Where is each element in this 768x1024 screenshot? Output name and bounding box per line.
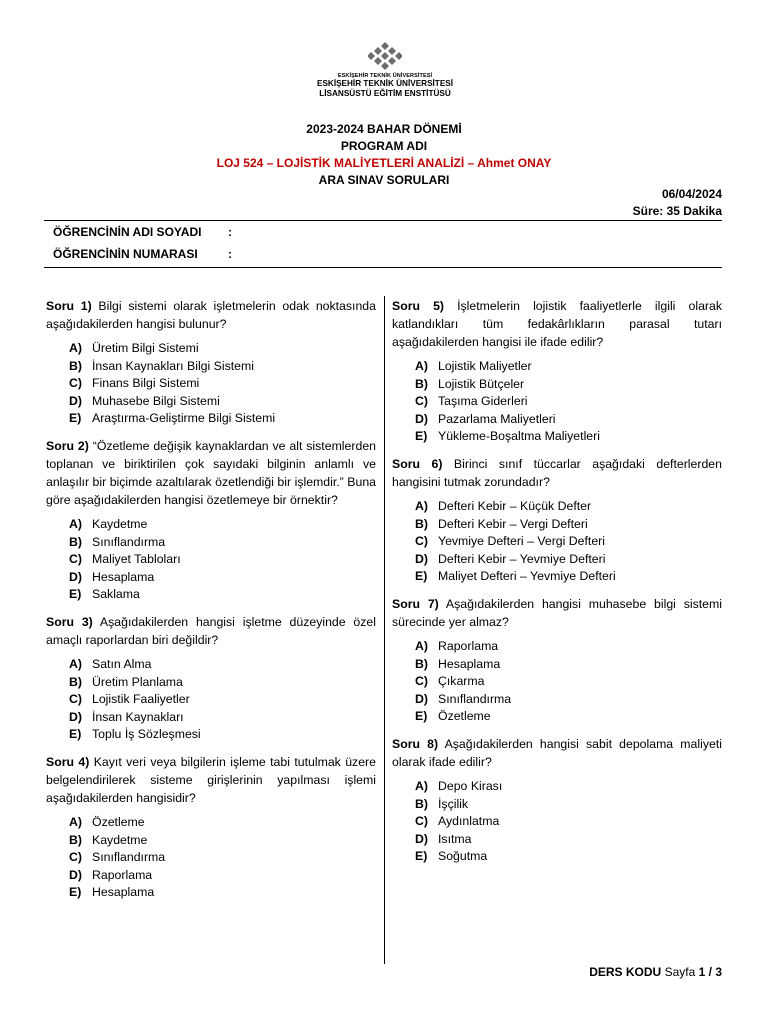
option-item [392, 498, 722, 516]
column-divider [384, 296, 385, 964]
option-item [392, 568, 722, 586]
option-letter: D) [69, 867, 82, 882]
option-letter: A) [69, 656, 82, 671]
option-text: Taşıma Giderleri [438, 394, 528, 409]
option-letter: A) [415, 498, 428, 513]
option-item [46, 534, 376, 552]
question-label: Soru 3) [46, 614, 93, 629]
option-item [46, 832, 376, 850]
student-info-box [44, 220, 722, 268]
option-item [392, 358, 722, 376]
option-item [392, 428, 722, 446]
option-letter: E) [69, 411, 82, 426]
option-text: Aydınlatma [438, 814, 500, 829]
exam-duration: Süre: 35 Dakika [632, 204, 722, 218]
footer-page-total: 3 [715, 965, 722, 979]
option-letter: C) [415, 394, 428, 409]
option-letter: B) [415, 656, 428, 671]
course-title: LOJ 524 – LOJİSTİK MALİYETLERİ ANALİZİ – Ahmet ONAY [216, 156, 552, 170]
option-item [392, 376, 722, 394]
question-body: Bilgi sistemi olarak işletmelerin odak noktasında aşağıdakilerden hangisi bulunur? [46, 299, 376, 331]
option-text: Lojistik Faaliyetler [92, 692, 190, 707]
program-title: PROGRAM ADI [340, 139, 428, 153]
option-letter: D) [415, 551, 428, 566]
option-item [392, 673, 722, 691]
option-text: İnsan Kaynakları Bilgi Sistemi [92, 358, 254, 373]
option-item [46, 656, 376, 674]
question-text [46, 297, 376, 333]
option-letter: C) [69, 692, 82, 707]
option-item [46, 358, 376, 376]
option-letter: B) [69, 358, 82, 373]
option-item [46, 849, 376, 867]
questions-left-column [46, 297, 376, 911]
option-item [392, 796, 722, 814]
option-text: Raporlama [438, 638, 499, 653]
exam-meta [633, 186, 722, 220]
option-list [392, 778, 722, 866]
option-letter: C) [415, 534, 428, 549]
option-item [392, 778, 722, 796]
option-text: Özetleme [92, 814, 145, 829]
option-letter: D) [415, 411, 428, 426]
student-number-colon: : [228, 247, 232, 261]
option-text: Sınıflandırma [92, 850, 166, 865]
option-letter: D) [69, 569, 82, 584]
option-item [46, 814, 376, 832]
option-item [392, 848, 722, 866]
question-body: Aşağıdakilerden hangisi muhasebe bilgi sistemi sürecinde yer almaz? [392, 596, 722, 629]
student-name-label: ÖĞRENCİNİN ADI SOYADI [53, 225, 202, 239]
footer-page-sep: / [708, 965, 712, 979]
option-letter: B) [415, 516, 428, 531]
option-text: Hesaplama [92, 569, 155, 584]
option-item [46, 410, 376, 428]
option-item [392, 393, 722, 411]
option-letter: A) [415, 778, 428, 793]
student-number-label: ÖĞRENCİNİN NUMARASI [53, 247, 198, 261]
question-body: Aşağıdakilerden hangisi sabit depolama maliyeti olarak ifade edilir? [392, 736, 722, 769]
option-text: Raporlama [92, 867, 153, 882]
option-letter: A) [415, 359, 428, 373]
option-text: Defteri Kebir – Yevmiye Defteri [438, 551, 606, 566]
option-letter: D) [69, 709, 82, 724]
option-letter: C) [415, 674, 428, 689]
option-text: Yükleme-Boşaltma Maliyetleri [438, 429, 600, 444]
option-item [46, 569, 376, 587]
option-item [46, 709, 376, 727]
option-text: Yevmiye Defteri – Vergi Defteri [438, 534, 605, 549]
question-body: Aşağıdakilerden hangisi işletme düzeyinde özel amaçlı raporlardan biri değildir? [46, 614, 376, 647]
question-label: Soru 7) [392, 596, 439, 611]
option-item [392, 831, 722, 849]
option-letter: A) [69, 516, 82, 531]
university-logo-mark [368, 42, 402, 72]
option-item [46, 674, 376, 692]
question-text [392, 455, 722, 491]
question-body: Birinci sınıf tüccarlar aşağıdaki defterlerden hangisini tutmak zorundadır? [392, 456, 722, 489]
option-item [392, 708, 722, 726]
option-letter: E) [415, 849, 428, 864]
term-title: 2023-2024 BAHAR DÖNEMİ [306, 122, 462, 136]
option-letter: E) [69, 727, 82, 742]
option-list [392, 498, 722, 586]
option-item [392, 691, 722, 709]
option-letter: D) [69, 393, 82, 408]
option-letter: A) [415, 638, 428, 653]
student-name-row [53, 225, 232, 239]
option-letter: D) [415, 691, 428, 706]
question-body: “Özetleme değişik kaynaklardan ve alt sistemlerden toplanan ve biriktirilen çok sayıdaki bilginin anlamlı ve anlaşılır bir biçimde azaltılarak özetlendiği bir işlemdir.” Buna göre aşağıdakilerden hangisi özetlemeye bir örnektir? [46, 438, 376, 507]
option-list [392, 358, 722, 446]
university-logo [300, 42, 470, 99]
option-letter: A) [69, 814, 82, 829]
option-letter: B) [69, 674, 82, 689]
question-text [46, 437, 376, 509]
option-text: Defteri Kebir – Vergi Defteri [438, 516, 588, 531]
question-label: Soru 2) [46, 438, 89, 453]
option-text: Lojistik Maliyetler [438, 359, 532, 373]
question-label: Soru 6) [392, 456, 443, 471]
option-letter: C) [69, 552, 82, 567]
question-label: Soru 1) [46, 299, 92, 313]
question-label: Soru 5) [392, 299, 445, 313]
option-letter: E) [415, 429, 428, 444]
option-text: İnsan Kaynakları [92, 709, 184, 724]
exam-date: 06/04/2024 [661, 187, 722, 201]
option-text: Maliyet Defteri – Yevmiye Defteri [438, 569, 616, 584]
option-item [46, 726, 376, 744]
question-text [46, 753, 376, 807]
exam-type-title: ARA SINAV SORULARI [318, 173, 450, 187]
option-text: Sınıflandırma [92, 534, 166, 549]
option-list [46, 340, 376, 428]
option-letter: C) [69, 376, 82, 391]
question-text [392, 595, 722, 631]
option-item [392, 551, 722, 569]
question-text [392, 297, 722, 351]
option-text: Üretim Planlama [92, 674, 183, 689]
option-letter: C) [69, 850, 82, 865]
option-text: Sınıflandırma [438, 691, 512, 706]
option-text: Araştırma-Geliştirme Bilgi Sistemi [92, 411, 276, 426]
option-letter: A) [69, 341, 82, 355]
logo-caption: ESKİŞEHİR TEKNİK ÜNİVERSİTESİ [337, 73, 433, 79]
option-text: Soğutma [438, 849, 488, 864]
option-item [392, 656, 722, 674]
footer-page-current: 1 [698, 965, 706, 979]
question-text [392, 735, 722, 771]
question-text [46, 613, 376, 649]
option-letter: E) [69, 885, 82, 900]
student-number-row [53, 247, 232, 261]
footer-page-word: Sayfa [664, 965, 696, 979]
question-body: İşletmelerin lojistik faaliyetlerle ilgili olarak katlandıkları tüm fedakârlıkların parasal tutarı aşağıdakilerden hangisi ile ifade edilir? [392, 299, 722, 349]
question-label: Soru 4) [46, 754, 90, 769]
student-name-colon: : [228, 225, 232, 239]
option-text: Kaydetme [92, 516, 148, 531]
option-text: Depo Kirası [438, 778, 503, 793]
option-letter: E) [69, 587, 82, 602]
option-text: Lojistik Bütçeler [438, 376, 525, 391]
option-item [46, 586, 376, 604]
question-body: Kayıt veri veya bilgilerin işleme tabi tutulmak üzere belgelendirilerek sisteme girişlerinin yapılması işlemi aşağıdakilerden hangisidir? [46, 754, 376, 805]
option-item [46, 867, 376, 885]
page-footer [589, 965, 722, 979]
option-letter: E) [415, 709, 428, 724]
option-letter: B) [69, 534, 82, 549]
option-item [392, 516, 722, 534]
option-text: Finans Bilgi Sistemi [92, 376, 200, 391]
option-text: Defteri Kebir – Küçük Defter [438, 498, 592, 513]
institute-name: LİSANSÜSTÜ EĞİTİM ENSTİTÜSÜ [319, 89, 451, 98]
university-name: ESKİŞEHİR TEKNİK ÜNİVERSİTESİ [316, 79, 454, 88]
option-text: Üretim Bilgi Sistemi [92, 341, 199, 355]
option-letter: E) [415, 569, 428, 584]
option-text: Özetleme [438, 709, 491, 724]
option-item [46, 516, 376, 534]
option-text: Muhasebe Bilgi Sistemi [92, 393, 220, 408]
option-text: Çıkarma [438, 674, 485, 689]
option-item [392, 533, 722, 551]
option-text: Pazarlama Maliyetleri [438, 411, 556, 426]
option-text: Toplu İş Sözleşmesi [92, 727, 201, 742]
option-text: Isıtma [438, 831, 472, 846]
option-text: Maliyet Tabloları [92, 552, 181, 567]
option-item [46, 551, 376, 569]
option-text: Saklama [92, 587, 140, 602]
option-item [46, 691, 376, 709]
question-label: Soru 8) [392, 736, 439, 751]
option-list [46, 656, 376, 744]
option-text: Satın Alma [92, 656, 152, 671]
option-item [46, 340, 376, 358]
option-letter: B) [415, 796, 428, 811]
option-item [46, 375, 376, 393]
option-text: İşçilik [438, 796, 469, 811]
option-list [46, 814, 376, 902]
option-list [392, 638, 722, 726]
option-letter: B) [69, 832, 82, 847]
exam-title-block [0, 121, 768, 189]
option-letter: C) [415, 814, 428, 829]
option-item [392, 638, 722, 656]
option-text: Hesaplama [438, 656, 501, 671]
option-text: Hesaplama [92, 885, 155, 900]
option-letter: B) [415, 376, 428, 391]
option-item [392, 411, 722, 429]
option-text: Kaydetme [92, 832, 148, 847]
option-list [46, 516, 376, 604]
option-item [392, 813, 722, 831]
footer-course-code: DERS KODU [589, 965, 662, 979]
questions-right-column [392, 297, 722, 875]
option-item [46, 884, 376, 902]
option-letter: D) [415, 831, 428, 846]
option-item [46, 393, 376, 411]
